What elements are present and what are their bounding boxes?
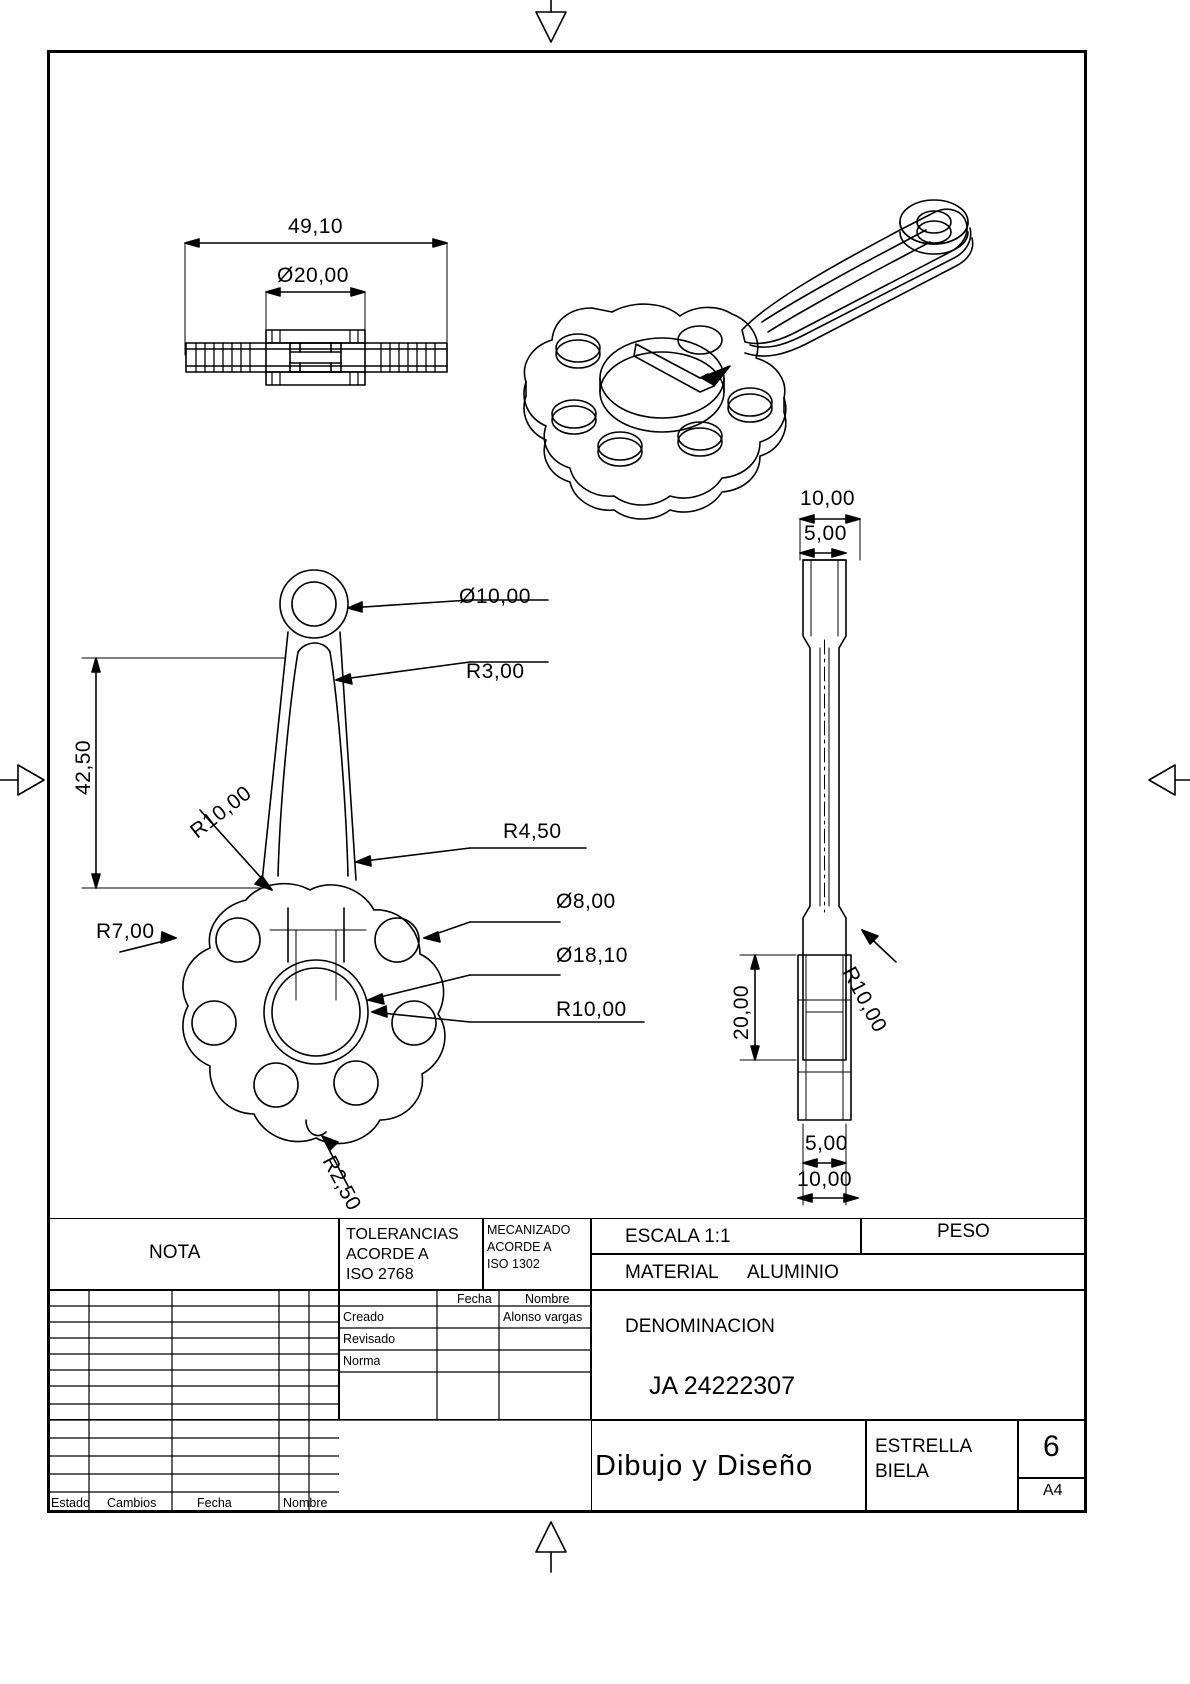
rev-name: Alonso vargas xyxy=(503,1310,583,1324)
dim-small-bore: Ø10,00 xyxy=(459,585,531,608)
dim-r25: R2,50 xyxy=(317,1152,366,1215)
rev-header-fecha: Fecha xyxy=(457,1292,492,1306)
material-value: ALUMINIO xyxy=(747,1262,839,1283)
peso-label: PESO xyxy=(937,1221,990,1242)
dim-side-top-10: 10,00 xyxy=(800,487,856,510)
dim-side-20: 20,00 xyxy=(730,984,753,1040)
dim-fillet-r450: R4,50 xyxy=(503,820,562,843)
front-view xyxy=(82,570,644,1186)
dim-side-top-5: 5,00 xyxy=(804,522,847,545)
rev-header-nombre: Nombre xyxy=(525,1292,570,1306)
rev-row-norma: Norma xyxy=(343,1354,381,1368)
sheet-number: 6 xyxy=(1043,1430,1060,1463)
bottom-header-fecha: Fecha xyxy=(197,1496,232,1510)
sheet-size: A4 xyxy=(1043,1482,1063,1499)
dim-big-bore: Ø18,10 xyxy=(556,944,628,967)
dim-r7: R7,00 xyxy=(96,920,155,943)
mecanizado-line1: MECANIZADO xyxy=(487,1223,571,1237)
rev-row-revisado: Revisado xyxy=(343,1332,396,1346)
part-name-line2: BIELA xyxy=(875,1461,929,1482)
title-block xyxy=(47,1218,1087,1513)
tolerancias-line2: ACORDE A xyxy=(346,1246,429,1263)
course-label: Dibujo y Diseño xyxy=(595,1450,814,1482)
part-code: JA 24222307 xyxy=(649,1372,795,1400)
bottom-header-nombre: Nombre xyxy=(283,1496,328,1510)
nota-label: NOTA xyxy=(149,1242,201,1263)
mecanizado-line3: ISO 1302 xyxy=(487,1257,540,1271)
dim-r10-center: R10,00 xyxy=(556,998,627,1021)
mecanizado-line2: ACORDE A xyxy=(487,1240,552,1254)
dim-fillet-r3: R3,00 xyxy=(466,660,525,683)
material-label: MATERIAL xyxy=(625,1262,719,1283)
part-name-line1: ESTRELLA xyxy=(875,1436,973,1457)
title-block-rules xyxy=(47,1218,1087,1513)
rev-row-creado: Creado xyxy=(343,1310,384,1324)
escala-label: ESCALA 1:1 xyxy=(625,1226,731,1247)
dim-side-bottom-5: 5,00 xyxy=(805,1132,848,1155)
dim-top-width: 49,10 xyxy=(288,215,344,238)
dim-front-height: 42,50 xyxy=(72,739,95,795)
dim-side-r10: R10,00 xyxy=(837,963,892,1037)
dim-fillet-r10-left: R10,00 xyxy=(186,781,256,844)
dim-holes-d8: Ø8,00 xyxy=(556,890,616,913)
denominacion-label: DENOMINACION xyxy=(625,1316,775,1337)
tolerancias-line1: TOLERANCIAS xyxy=(346,1226,459,1243)
isometric-view xyxy=(524,200,973,519)
bottom-header-estado: Estado xyxy=(51,1496,90,1510)
top-view xyxy=(185,239,447,385)
tolerancias-line3: ISO 2768 xyxy=(346,1266,414,1283)
dim-side-bottom-10: 10,00 xyxy=(797,1168,853,1191)
bottom-header-cambios: Cambios xyxy=(107,1496,157,1510)
side-view xyxy=(740,515,896,1205)
dim-top-bore: Ø20,00 xyxy=(277,264,349,287)
